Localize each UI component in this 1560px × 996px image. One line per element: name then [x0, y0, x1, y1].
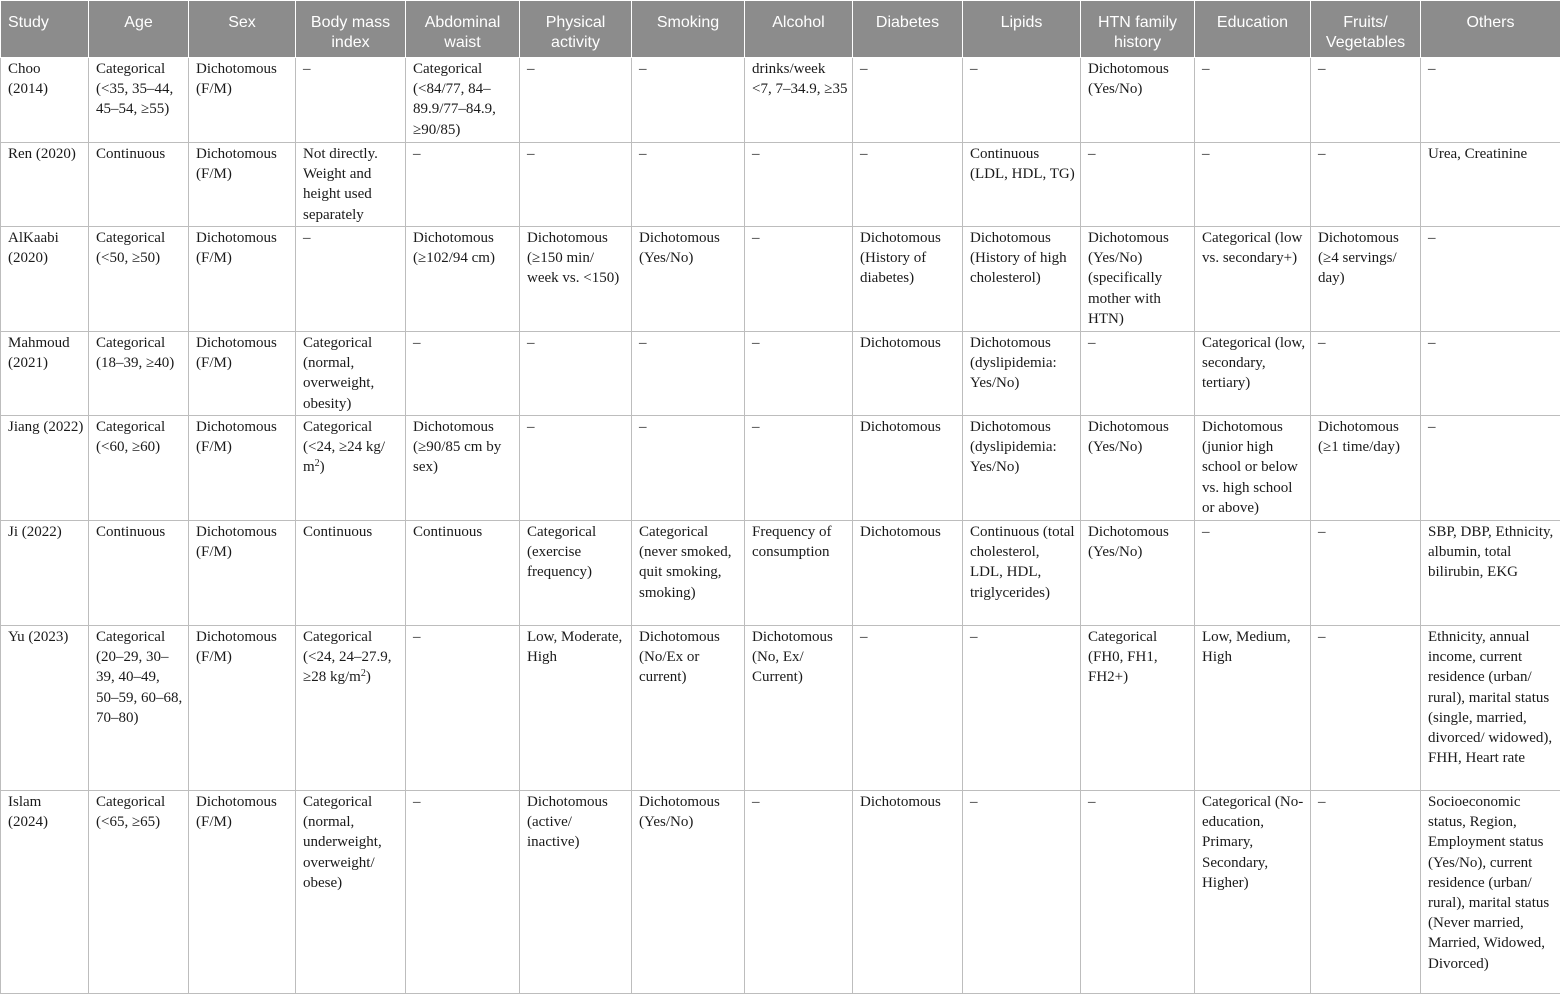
table-row	[1, 521, 1560, 626]
table-cell: –	[1311, 332, 1421, 416]
table-cell: –	[745, 143, 853, 227]
table-cell: –	[1195, 58, 1311, 143]
table-cell: Jiang (2022)	[1, 416, 89, 521]
table-cell: –	[745, 416, 853, 521]
table-cell: –	[406, 143, 520, 227]
table-cell: Socioeconomic status, Region, Employment status (Yes/No), current residence (urban/ rural), marital status (Never married, Married, Widowed, Divorced)	[1421, 791, 1560, 994]
table-cell: Low, Moderate, High	[520, 626, 632, 791]
table-cell: Continuous (LDL, HDL, TG)	[963, 143, 1081, 227]
table-cell: Categorical (<24, ≥24 kg/ $m^2$)	[296, 416, 406, 521]
table-cell: Categorical (normal, overweight, obesity)	[296, 332, 406, 416]
table-cell: –	[296, 58, 406, 143]
table-cell: –	[1195, 521, 1311, 626]
table-cell: –	[1421, 416, 1560, 521]
table-row	[1, 791, 1560, 994]
column-header: Body mass index	[296, 1, 406, 58]
column-header: Study	[1, 1, 89, 58]
table-cell: –	[632, 58, 745, 143]
table-row	[1, 227, 1560, 332]
table-cell: Dichotomous (No/Ex or current)	[632, 626, 745, 791]
table-cell: –	[1311, 626, 1421, 791]
table-cell: Categorical (<60, ≥60)	[89, 416, 189, 521]
table-cell: Dichotomous (F/M)	[189, 58, 296, 143]
column-header: Fruits/ Vegetables	[1311, 1, 1421, 58]
column-header: Abdominal waist	[406, 1, 520, 58]
column-header: Lipids	[963, 1, 1081, 58]
table-cell: Dichotomous	[853, 416, 963, 521]
table-cell: Dichotomous (F/M)	[189, 227, 296, 332]
table-cell: Dichotomous (Yes/No)	[1081, 521, 1195, 626]
column-header: Sex	[189, 1, 296, 58]
table-cell: Mahmoud (2021)	[1, 332, 89, 416]
column-header: HTN family history	[1081, 1, 1195, 58]
table-cell: Dichotomous (F/M)	[189, 626, 296, 791]
table-cell: Dichotomous (≥150 min/ week vs. <150)	[520, 227, 632, 332]
table-cell: Choo (2014)	[1, 58, 89, 143]
table-cell: Dichotomous (F/M)	[189, 791, 296, 994]
table-row	[1, 626, 1560, 791]
table-cell: –	[853, 58, 963, 143]
table-cell: Dichotomous (Yes/No)	[1081, 58, 1195, 143]
table-cell: Dichotomous (F/M)	[189, 332, 296, 416]
table-cell: SBP, DBP, Ethnicity, albumin, total bilirubin, EKG	[1421, 521, 1560, 626]
table-cell: –	[632, 143, 745, 227]
table-cell: Urea, Creatinine	[1421, 143, 1560, 227]
table-cell: –	[745, 791, 853, 994]
table-cell: Not directly. Weight and height used separately	[296, 143, 406, 227]
table-cell: Dichotomous	[853, 791, 963, 994]
table-cell: –	[1421, 332, 1560, 416]
column-header: Others	[1421, 1, 1560, 58]
table-cell: Dichotomous (active/ inactive)	[520, 791, 632, 994]
header-row	[1, 1, 1560, 58]
table-cell: –	[296, 227, 406, 332]
table-cell: Yu (2023)	[1, 626, 89, 791]
table-cell: –	[1311, 791, 1421, 994]
column-header: Age	[89, 1, 189, 58]
table-cell: –	[520, 416, 632, 521]
table-cell: Dichotomous (dyslipidemia: Yes/No)	[963, 416, 1081, 521]
table-cell: Categorical (18–39, ≥40)	[89, 332, 189, 416]
table-cell: Dichotomous (F/M)	[189, 143, 296, 227]
table-cell: Dichotomous (Yes/No)	[1081, 416, 1195, 521]
table-cell: Categorical (FH0, FH1, FH2+)	[1081, 626, 1195, 791]
table-cell: –	[963, 791, 1081, 994]
table-cell: –	[1311, 58, 1421, 143]
table-cell: Dichotomous (History of high cholesterol)	[963, 227, 1081, 332]
table-cell: Dichotomous (No, Ex/ Current)	[745, 626, 853, 791]
table-cell: –	[745, 227, 853, 332]
table-cell: Categorical (No-education, Primary, Secondary, Higher)	[1195, 791, 1311, 994]
table-cell: Categorical (exercise frequency)	[520, 521, 632, 626]
table-cell: –	[1081, 791, 1195, 994]
table-cell: –	[1421, 227, 1560, 332]
table-cell: Dichotomous (dyslipidemia: Yes/No)	[963, 332, 1081, 416]
table-cell: AlKaabi (2020)	[1, 227, 89, 332]
table-cell: drinks/week <7, 7–34.9, ≥35	[745, 58, 853, 143]
table-cell: –	[406, 791, 520, 994]
table-cell: Low, Medium, High	[1195, 626, 1311, 791]
table-cell: –	[853, 143, 963, 227]
table-cell: Dichotomous (≥102/94 cm)	[406, 227, 520, 332]
column-header: Alcohol	[745, 1, 853, 58]
column-header: Education	[1195, 1, 1311, 58]
table-cell: –	[632, 332, 745, 416]
table-cell: –	[1311, 521, 1421, 626]
column-header: Physical activity	[520, 1, 632, 58]
table-cell: –	[520, 332, 632, 416]
table-cell: Continuous	[296, 521, 406, 626]
table-row	[1, 416, 1560, 521]
table-cell: Categorical (20–29, 30–39, 40–49, 50–59, 60–68, 70–80)	[89, 626, 189, 791]
table-cell: –	[406, 626, 520, 791]
column-header: Smoking	[632, 1, 745, 58]
table-cell: –	[520, 143, 632, 227]
table-cell: –	[853, 626, 963, 791]
table-cell: –	[1421, 58, 1560, 143]
table-cell: Dichotomous (F/M)	[189, 521, 296, 626]
table-cell: –	[520, 58, 632, 143]
table-cell: –	[963, 626, 1081, 791]
table-row	[1, 332, 1560, 416]
table-cell: Dichotomous (≥1 time/day)	[1311, 416, 1421, 521]
table-cell: Categorical (<35, 35–44, 45–54, ≥55)	[89, 58, 189, 143]
table-cell: Dichotomous (History of diabetes)	[853, 227, 963, 332]
table-cell: Ren (2020)	[1, 143, 89, 227]
table-cell: Continuous (total cholesterol, LDL, HDL, triglycerides)	[963, 521, 1081, 626]
table-cell: –	[1195, 143, 1311, 227]
table-row	[1, 143, 1560, 227]
table-cell: –	[1081, 332, 1195, 416]
column-header: Diabetes	[853, 1, 963, 58]
table-cell: Ethnicity, annual income, current residence (urban/ rural), marital status (single, married, divorced/ widowed), FHH, Heart rate	[1421, 626, 1560, 791]
table-cell: Dichotomous (Yes/No)	[632, 791, 745, 994]
table-cell: Dichotomous (≥90/85 cm by sex)	[406, 416, 520, 521]
table-cell: Dichotomous (Yes/No) (specifically mother with HTN)	[1081, 227, 1195, 332]
table-cell: Dichotomous (Yes/No)	[632, 227, 745, 332]
table-cell: Dichotomous	[853, 332, 963, 416]
table-cell: –	[632, 416, 745, 521]
table-cell: Categorical (low, secondary, tertiary)	[1195, 332, 1311, 416]
table-cell: Dichotomous (junior high school or below vs. high school or above)	[1195, 416, 1311, 521]
table-cell: –	[963, 58, 1081, 143]
table-cell: Categorical (<50, ≥50)	[89, 227, 189, 332]
table-cell: Continuous	[89, 521, 189, 626]
table-cell: Categorical (normal, underweight, overweight/ obese)	[296, 791, 406, 994]
table-row	[1, 58, 1560, 143]
table-cell: Dichotomous (≥4 servings/ day)	[1311, 227, 1421, 332]
table-cell: Ji (2022)	[1, 521, 89, 626]
table-cell: Categorical (<65, ≥65)	[89, 791, 189, 994]
table-cell: Categorical (<84/77, 84–89.9/77–84.9, ≥90/85)	[406, 58, 520, 143]
table-cell: Dichotomous	[853, 521, 963, 626]
table-cell: Continuous	[406, 521, 520, 626]
table-cell: Categorical (never smoked, quit smoking, smoking)	[632, 521, 745, 626]
table-cell: Frequency of consumption	[745, 521, 853, 626]
table-cell: Continuous	[89, 143, 189, 227]
table-cell: Categorical (<24, 24–27.9, ≥28 $kg/m^2$)	[296, 626, 406, 791]
table-cell: –	[406, 332, 520, 416]
table-cell: Islam (2024)	[1, 791, 89, 994]
table-cell: –	[1081, 143, 1195, 227]
table-cell: Categorical (low vs. secondary+)	[1195, 227, 1311, 332]
table-cell: Dichotomous (F/M)	[189, 416, 296, 521]
table-cell: –	[745, 332, 853, 416]
table-cell: –	[1311, 143, 1421, 227]
